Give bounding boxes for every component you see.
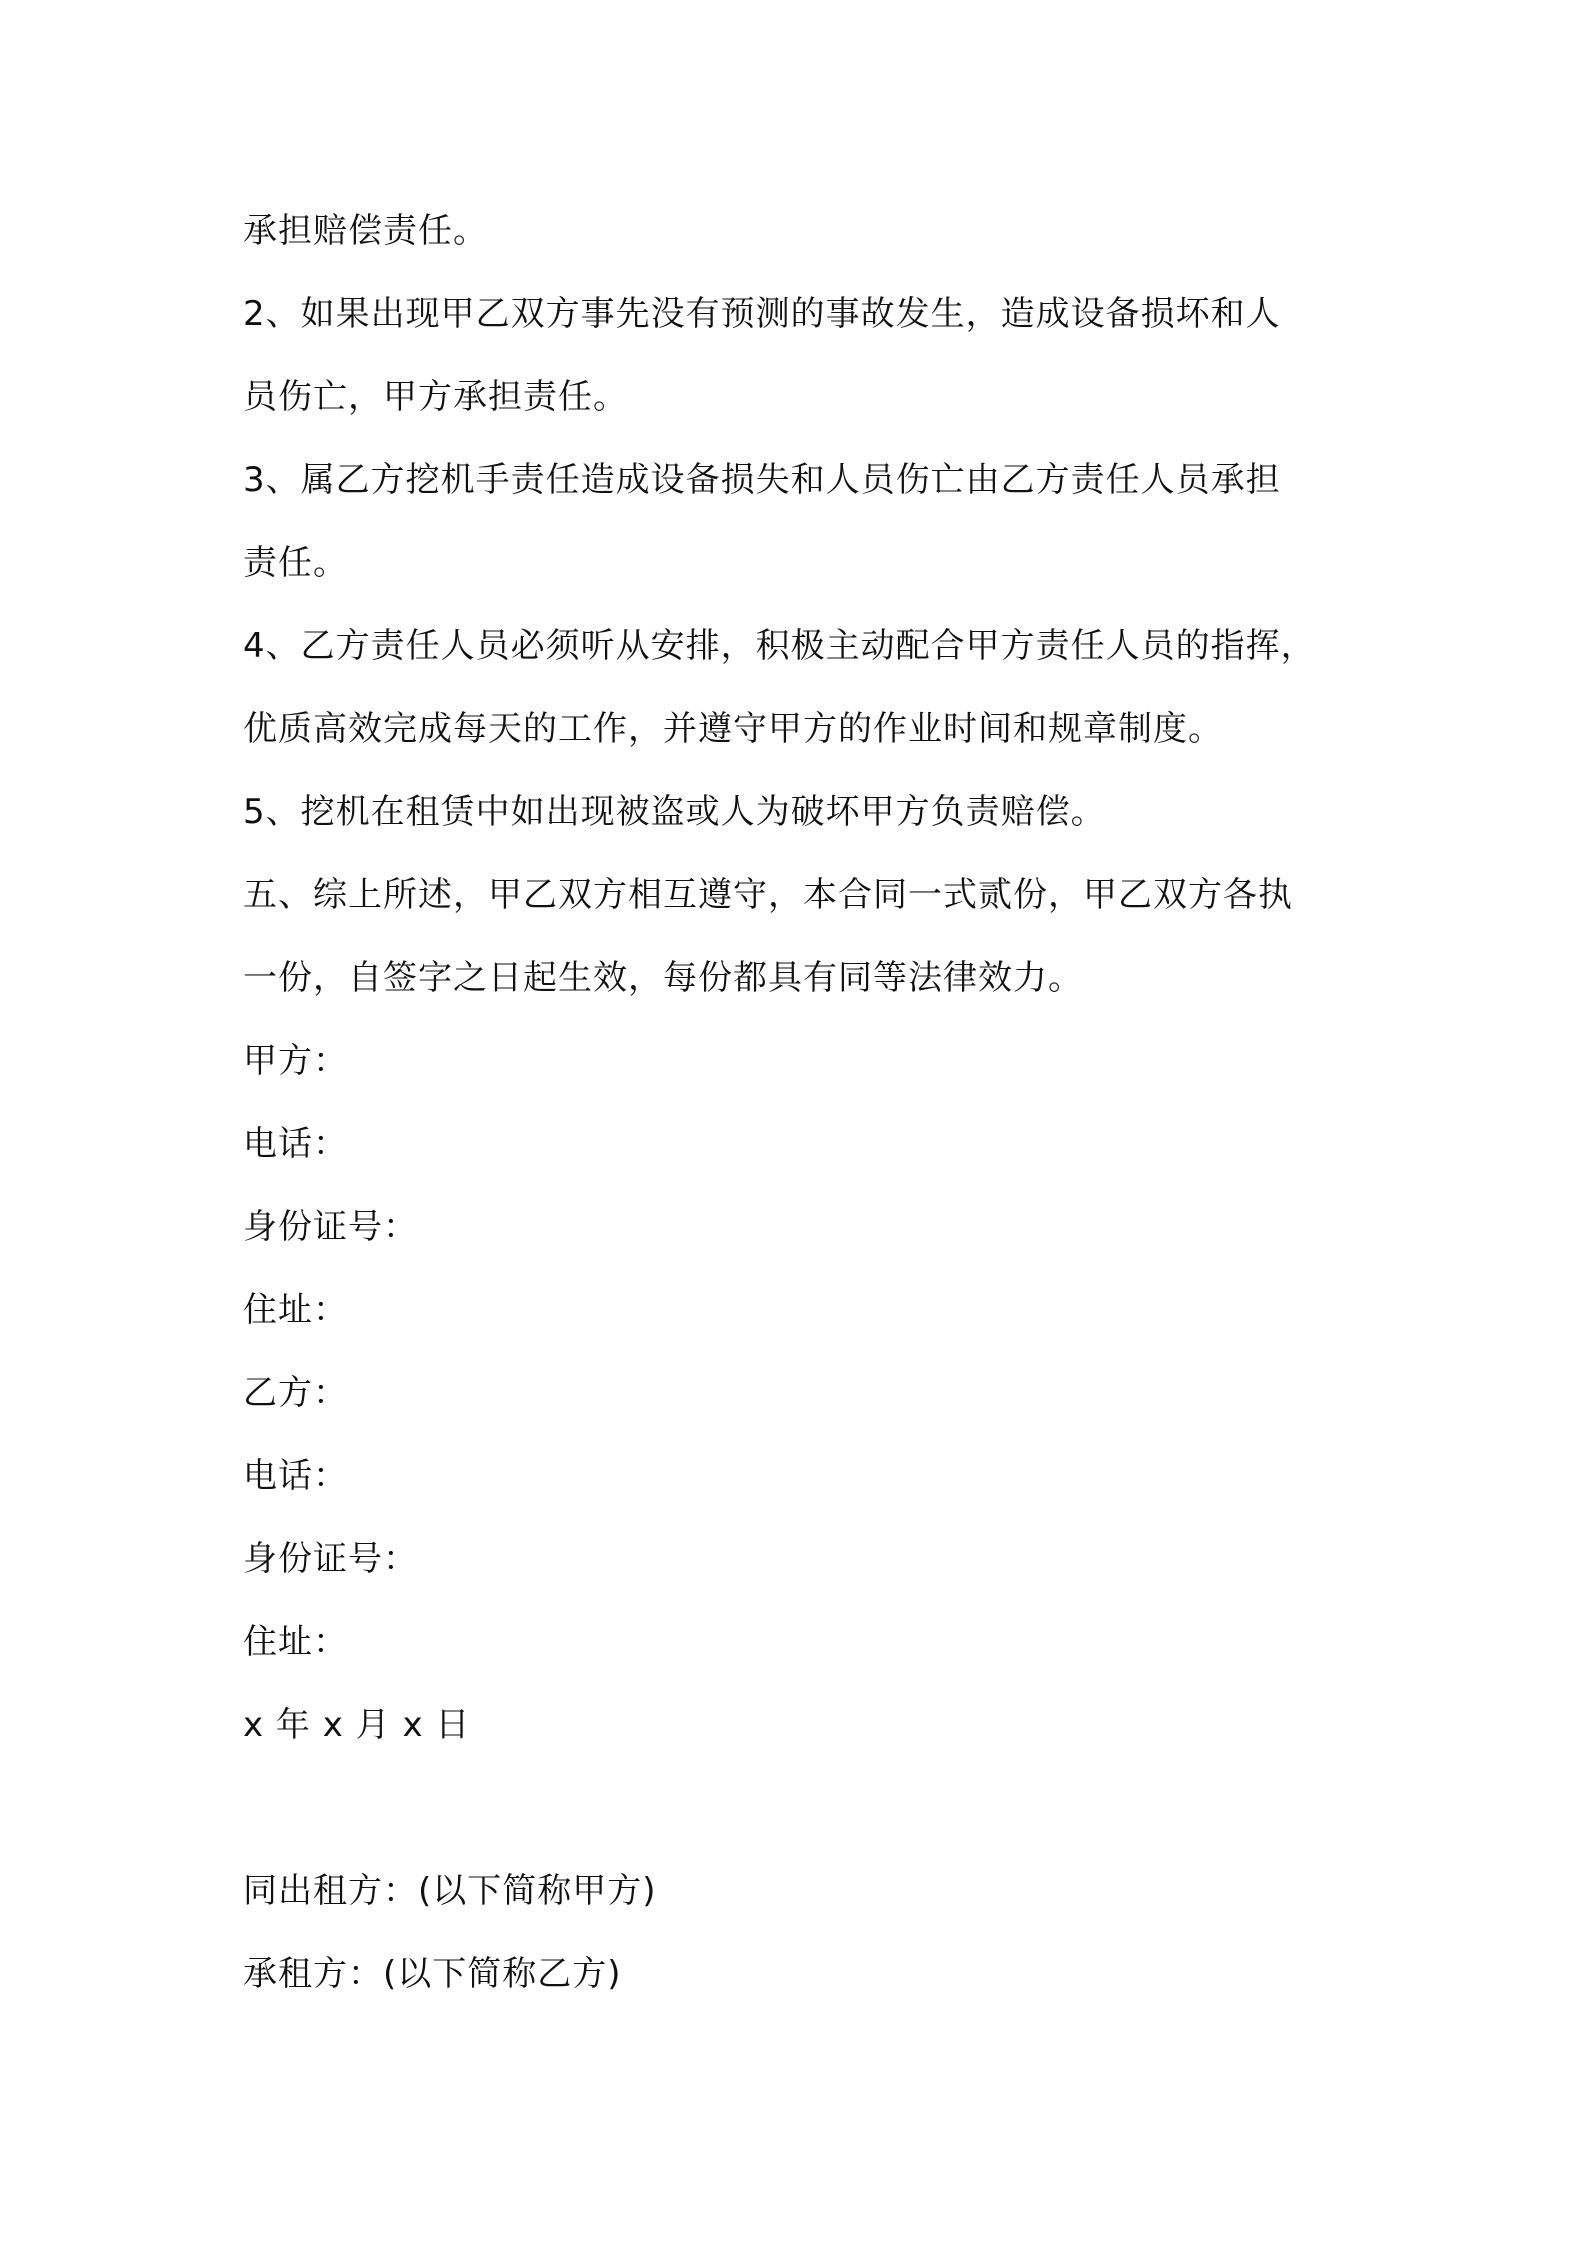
clause-3-line-2: 责任。	[243, 543, 348, 583]
section-5-line-2: 一份，自签字之日起生效，每份都具有同等法律效力。	[243, 958, 1083, 998]
blank-spacer	[243, 1767, 1353, 1850]
clause-2-line-2: 员伤亡，甲方承担责任。	[243, 377, 628, 417]
lessee-line: 承租方：(以下简称乙方)	[243, 1954, 622, 1994]
party-b-phone-label: 电话：	[243, 1456, 348, 1496]
party-a-address-label: 住址：	[243, 1290, 348, 1330]
party-b-id-label: 身份证号：	[243, 1539, 418, 1579]
clause-4-line-2: 优质高效完成每天的工作，并遵守甲方的作业时间和规章制度。	[243, 709, 1223, 749]
party-b-address-label: 住址：	[243, 1622, 348, 1662]
party-a-phone-label: 电话：	[243, 1124, 348, 1164]
clause-4-line-1: 4、乙方责任人员必须听从安排，积极主动配合甲方责任人员的指挥，	[243, 626, 1316, 666]
party-a-label: 甲方：	[243, 1041, 348, 1081]
section-5-line-1: 五、综上所述，甲乙双方相互遵守，本合同一式贰份，甲乙双方各执	[243, 875, 1293, 915]
party-b-label: 乙方：	[243, 1373, 348, 1413]
lessor-line: 同出租方：(以下简称甲方)	[243, 1871, 657, 1911]
signing-date: x 年 x 月 x 日	[243, 1705, 471, 1745]
clause-5-line: 5、挖机在租赁中如出现被盗或人为破坏甲方负责赔偿。	[243, 792, 1106, 832]
contract-body	[243, 190, 1353, 2016]
clause-3-line-1: 3、属乙方挖机手责任造成设备损失和人员伤亡由乙方责任人员承担	[243, 460, 1281, 500]
clause-2-line-1: 2、如果出现甲乙双方事先没有预测的事故发生，造成设备损坏和人	[243, 294, 1281, 334]
clause-text-line: 承担赔偿责任。	[243, 211, 488, 251]
party-a-id-label: 身份证号：	[243, 1207, 418, 1247]
